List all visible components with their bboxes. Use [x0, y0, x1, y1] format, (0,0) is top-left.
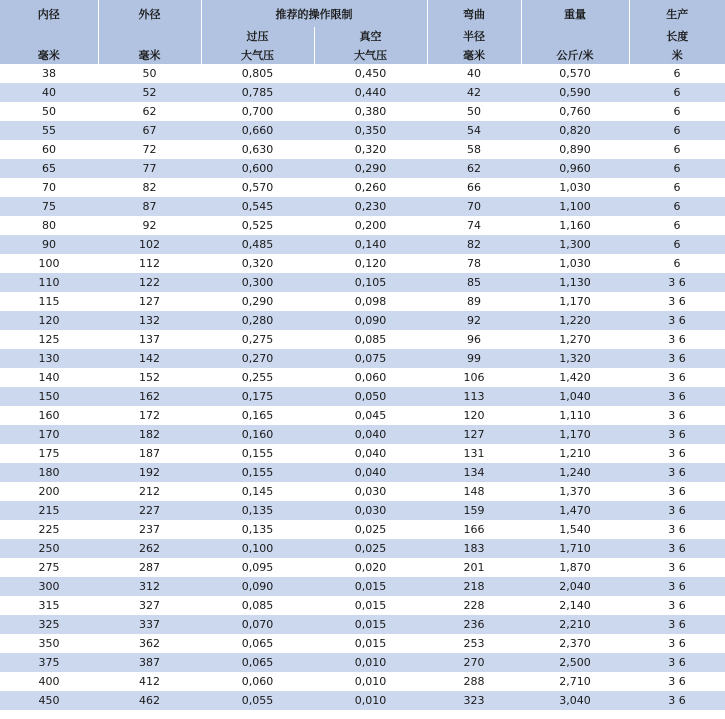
cell-weight: 2,370 — [521, 634, 629, 653]
cell-weight: 2,500 — [521, 653, 629, 672]
cell-outer-diameter: 50 — [98, 64, 201, 83]
table-row — [0, 102, 725, 121]
cell-inner-diameter: 150 — [0, 387, 98, 406]
cell-weight: 2,040 — [521, 577, 629, 596]
cell-length: 3 6 — [629, 425, 725, 444]
header-production: 生产 — [629, 0, 725, 27]
cell-inner-diameter: 90 — [0, 235, 98, 254]
cell-weight: 1,160 — [521, 216, 629, 235]
table-row — [0, 596, 725, 615]
cell-inner-diameter: 100 — [0, 254, 98, 273]
cell-length: 3 6 — [629, 539, 725, 558]
header-weight: 重量 — [521, 0, 629, 27]
table-body — [0, 64, 725, 710]
cell-vacuum: 0,015 — [314, 634, 427, 653]
cell-length: 3 6 — [629, 330, 725, 349]
cell-bend-radius: 54 — [427, 121, 521, 140]
cell-length: 3 6 — [629, 577, 725, 596]
table-row — [0, 140, 725, 159]
cell-length: 3 6 — [629, 520, 725, 539]
cell-inner-diameter: 40 — [0, 83, 98, 102]
cell-outer-diameter: 87 — [98, 197, 201, 216]
cell-length: 3 6 — [629, 615, 725, 634]
cell-bend-radius: 127 — [427, 425, 521, 444]
cell-outer-diameter: 312 — [98, 577, 201, 596]
cell-vacuum: 0,320 — [314, 140, 427, 159]
cell-length: 3 6 — [629, 273, 725, 292]
cell-inner-diameter: 70 — [0, 178, 98, 197]
cell-vacuum: 0,015 — [314, 615, 427, 634]
header-outer-diameter: 外径 — [98, 0, 201, 27]
header-radius: 半径 — [427, 27, 521, 45]
cell-length: 3 6 — [629, 634, 725, 653]
cell-overpressure: 0,600 — [201, 159, 314, 178]
table-row — [0, 311, 725, 330]
cell-vacuum: 0,040 — [314, 444, 427, 463]
unit-length: 米 — [629, 45, 725, 64]
cell-length: 3 6 — [629, 311, 725, 330]
cell-length: 3 6 — [629, 444, 725, 463]
cell-bend-radius: 82 — [427, 235, 521, 254]
cell-bend-radius: 134 — [427, 463, 521, 482]
cell-overpressure: 0,100 — [201, 539, 314, 558]
cell-weight: 1,300 — [521, 235, 629, 254]
cell-outer-diameter: 62 — [98, 102, 201, 121]
table-row — [0, 121, 725, 140]
unit-inner-diameter: 毫米 — [0, 45, 98, 64]
cell-weight: 0,760 — [521, 102, 629, 121]
cell-vacuum: 0,010 — [314, 672, 427, 691]
cell-inner-diameter: 170 — [0, 425, 98, 444]
cell-overpressure: 0,070 — [201, 615, 314, 634]
table-row — [0, 558, 725, 577]
cell-overpressure: 0,065 — [201, 634, 314, 653]
cell-overpressure: 0,065 — [201, 653, 314, 672]
cell-vacuum: 0,120 — [314, 254, 427, 273]
cell-vacuum: 0,030 — [314, 482, 427, 501]
header-blank-6 — [521, 27, 629, 45]
cell-overpressure: 0,155 — [201, 463, 314, 482]
cell-vacuum: 0,350 — [314, 121, 427, 140]
cell-outer-diameter: 182 — [98, 425, 201, 444]
cell-outer-diameter: 462 — [98, 691, 201, 710]
cell-bend-radius: 218 — [427, 577, 521, 596]
table-row — [0, 216, 725, 235]
cell-overpressure: 0,270 — [201, 349, 314, 368]
header-inner-diameter: 内径 — [0, 0, 98, 27]
cell-bend-radius: 159 — [427, 501, 521, 520]
cell-inner-diameter: 200 — [0, 482, 98, 501]
cell-bend-radius: 323 — [427, 691, 521, 710]
cell-overpressure: 0,300 — [201, 273, 314, 292]
table-row — [0, 254, 725, 273]
table-row — [0, 653, 725, 672]
cell-vacuum: 0,045 — [314, 406, 427, 425]
cell-outer-diameter: 327 — [98, 596, 201, 615]
cell-overpressure: 0,700 — [201, 102, 314, 121]
cell-length: 6 — [629, 159, 725, 178]
cell-bend-radius: 288 — [427, 672, 521, 691]
cell-weight: 3,040 — [521, 691, 629, 710]
cell-vacuum: 0,440 — [314, 83, 427, 102]
cell-vacuum: 0,450 — [314, 64, 427, 83]
cell-weight: 1,100 — [521, 197, 629, 216]
table-row — [0, 520, 725, 539]
table-row — [0, 64, 725, 83]
cell-vacuum: 0,200 — [314, 216, 427, 235]
cell-inner-diameter: 120 — [0, 311, 98, 330]
cell-length: 3 6 — [629, 691, 725, 710]
cell-inner-diameter: 400 — [0, 672, 98, 691]
cell-vacuum: 0,030 — [314, 501, 427, 520]
cell-overpressure: 0,485 — [201, 235, 314, 254]
cell-outer-diameter: 212 — [98, 482, 201, 501]
cell-bend-radius: 96 — [427, 330, 521, 349]
cell-inner-diameter: 450 — [0, 691, 98, 710]
table-row — [0, 368, 725, 387]
cell-overpressure: 0,570 — [201, 178, 314, 197]
header-row-units — [0, 45, 725, 64]
cell-inner-diameter: 140 — [0, 368, 98, 387]
cell-bend-radius: 78 — [427, 254, 521, 273]
cell-bend-radius: 148 — [427, 482, 521, 501]
table-row — [0, 273, 725, 292]
table-row — [0, 539, 725, 558]
cell-length: 6 — [629, 64, 725, 83]
cell-vacuum: 0,010 — [314, 653, 427, 672]
table-row — [0, 178, 725, 197]
cell-outer-diameter: 187 — [98, 444, 201, 463]
cell-vacuum: 0,230 — [314, 197, 427, 216]
cell-overpressure: 0,320 — [201, 254, 314, 273]
table-row — [0, 197, 725, 216]
cell-inner-diameter: 275 — [0, 558, 98, 577]
cell-bend-radius: 42 — [427, 83, 521, 102]
cell-bend-radius: 166 — [427, 520, 521, 539]
cell-bend-radius: 228 — [427, 596, 521, 615]
cell-outer-diameter: 192 — [98, 463, 201, 482]
cell-weight: 1,030 — [521, 254, 629, 273]
cell-vacuum: 0,020 — [314, 558, 427, 577]
cell-vacuum: 0,085 — [314, 330, 427, 349]
cell-bend-radius: 99 — [427, 349, 521, 368]
cell-weight: 1,110 — [521, 406, 629, 425]
cell-outer-diameter: 67 — [98, 121, 201, 140]
cell-length: 3 6 — [629, 672, 725, 691]
cell-overpressure: 0,135 — [201, 520, 314, 539]
unit-overpressure: 大气压 — [201, 45, 314, 64]
table-row — [0, 463, 725, 482]
cell-overpressure: 0,085 — [201, 596, 314, 615]
table-row — [0, 349, 725, 368]
cell-weight: 1,130 — [521, 273, 629, 292]
cell-weight: 0,820 — [521, 121, 629, 140]
cell-outer-diameter: 72 — [98, 140, 201, 159]
cell-outer-diameter: 172 — [98, 406, 201, 425]
cell-weight: 1,210 — [521, 444, 629, 463]
cell-outer-diameter: 102 — [98, 235, 201, 254]
cell-bend-radius: 74 — [427, 216, 521, 235]
cell-weight: 1,470 — [521, 501, 629, 520]
cell-length: 3 6 — [629, 387, 725, 406]
table-row — [0, 406, 725, 425]
header-row-titles — [0, 0, 725, 27]
table-row — [0, 501, 725, 520]
cell-length: 3 6 — [629, 292, 725, 311]
cell-inner-diameter: 175 — [0, 444, 98, 463]
cell-length: 6 — [629, 140, 725, 159]
cell-vacuum: 0,140 — [314, 235, 427, 254]
cell-vacuum: 0,105 — [314, 273, 427, 292]
cell-bend-radius: 58 — [427, 140, 521, 159]
cell-length: 3 6 — [629, 463, 725, 482]
cell-length: 6 — [629, 121, 725, 140]
cell-vacuum: 0,098 — [314, 292, 427, 311]
header-blank-1 — [0, 27, 98, 45]
cell-bend-radius: 131 — [427, 444, 521, 463]
cell-outer-diameter: 412 — [98, 672, 201, 691]
cell-outer-diameter: 227 — [98, 501, 201, 520]
table-row — [0, 330, 725, 349]
cell-length: 3 6 — [629, 406, 725, 425]
cell-outer-diameter: 337 — [98, 615, 201, 634]
cell-weight: 1,370 — [521, 482, 629, 501]
table-row — [0, 292, 725, 311]
header-blank-2 — [98, 27, 201, 45]
cell-weight: 1,030 — [521, 178, 629, 197]
cell-bend-radius: 236 — [427, 615, 521, 634]
cell-vacuum: 0,060 — [314, 368, 427, 387]
unit-bend-radius: 毫米 — [427, 45, 521, 64]
cell-vacuum: 0,380 — [314, 102, 427, 121]
cell-overpressure: 0,545 — [201, 197, 314, 216]
table-row — [0, 159, 725, 178]
cell-weight: 2,710 — [521, 672, 629, 691]
header-operating-limits: 推荐的操作限制 — [201, 0, 427, 27]
cell-inner-diameter: 300 — [0, 577, 98, 596]
cell-weight: 2,140 — [521, 596, 629, 615]
cell-inner-diameter: 65 — [0, 159, 98, 178]
header-overpressure: 过压 — [201, 27, 314, 45]
cell-outer-diameter: 82 — [98, 178, 201, 197]
cell-outer-diameter: 387 — [98, 653, 201, 672]
cell-inner-diameter: 60 — [0, 140, 98, 159]
cell-weight: 0,890 — [521, 140, 629, 159]
cell-outer-diameter: 77 — [98, 159, 201, 178]
cell-overpressure: 0,155 — [201, 444, 314, 463]
cell-outer-diameter: 287 — [98, 558, 201, 577]
cell-bend-radius: 113 — [427, 387, 521, 406]
cell-inner-diameter: 180 — [0, 463, 98, 482]
cell-length: 3 6 — [629, 501, 725, 520]
cell-outer-diameter: 237 — [98, 520, 201, 539]
cell-bend-radius: 92 — [427, 311, 521, 330]
cell-vacuum: 0,010 — [314, 691, 427, 710]
cell-weight: 0,590 — [521, 83, 629, 102]
cell-length: 6 — [629, 235, 725, 254]
cell-weight: 0,570 — [521, 64, 629, 83]
cell-bend-radius: 62 — [427, 159, 521, 178]
header-vacuum: 真空 — [314, 27, 427, 45]
cell-vacuum: 0,040 — [314, 425, 427, 444]
cell-length: 3 6 — [629, 349, 725, 368]
cell-vacuum: 0,050 — [314, 387, 427, 406]
cell-length: 3 6 — [629, 653, 725, 672]
cell-outer-diameter: 127 — [98, 292, 201, 311]
table-row — [0, 482, 725, 501]
cell-bend-radius: 120 — [427, 406, 521, 425]
cell-inner-diameter: 130 — [0, 349, 98, 368]
cell-bend-radius: 270 — [427, 653, 521, 672]
cell-vacuum: 0,040 — [314, 463, 427, 482]
cell-bend-radius: 89 — [427, 292, 521, 311]
cell-weight: 1,240 — [521, 463, 629, 482]
table-row — [0, 387, 725, 406]
cell-bend-radius: 201 — [427, 558, 521, 577]
cell-inner-diameter: 125 — [0, 330, 98, 349]
cell-overpressure: 0,160 — [201, 425, 314, 444]
cell-inner-diameter: 250 — [0, 539, 98, 558]
cell-outer-diameter: 137 — [98, 330, 201, 349]
cell-outer-diameter: 132 — [98, 311, 201, 330]
cell-overpressure: 0,055 — [201, 691, 314, 710]
cell-vacuum: 0,290 — [314, 159, 427, 178]
cell-bend-radius: 50 — [427, 102, 521, 121]
cell-inner-diameter: 55 — [0, 121, 98, 140]
cell-overpressure: 0,805 — [201, 64, 314, 83]
cell-bend-radius: 106 — [427, 368, 521, 387]
cell-overpressure: 0,280 — [201, 311, 314, 330]
cell-overpressure: 0,255 — [201, 368, 314, 387]
cell-outer-diameter: 112 — [98, 254, 201, 273]
cell-bend-radius: 85 — [427, 273, 521, 292]
cell-bend-radius: 253 — [427, 634, 521, 653]
cell-outer-diameter: 152 — [98, 368, 201, 387]
cell-inner-diameter: 50 — [0, 102, 98, 121]
cell-length: 3 6 — [629, 558, 725, 577]
cell-weight: 2,210 — [521, 615, 629, 634]
cell-inner-diameter: 75 — [0, 197, 98, 216]
cell-overpressure: 0,525 — [201, 216, 314, 235]
unit-weight: 公斤/米 — [521, 45, 629, 64]
cell-vacuum: 0,260 — [314, 178, 427, 197]
cell-outer-diameter: 362 — [98, 634, 201, 653]
cell-overpressure: 0,660 — [201, 121, 314, 140]
cell-vacuum: 0,015 — [314, 577, 427, 596]
cell-vacuum: 0,090 — [314, 311, 427, 330]
cell-overpressure: 0,785 — [201, 83, 314, 102]
table-header — [0, 0, 725, 64]
header-length: 长度 — [629, 27, 725, 45]
table-row — [0, 444, 725, 463]
cell-weight: 1,040 — [521, 387, 629, 406]
cell-length: 3 6 — [629, 482, 725, 501]
cell-length: 3 6 — [629, 596, 725, 615]
cell-weight: 1,270 — [521, 330, 629, 349]
cell-overpressure: 0,290 — [201, 292, 314, 311]
cell-weight: 1,320 — [521, 349, 629, 368]
table-row — [0, 235, 725, 254]
cell-weight: 1,870 — [521, 558, 629, 577]
cell-inner-diameter: 38 — [0, 64, 98, 83]
cell-vacuum: 0,025 — [314, 520, 427, 539]
cell-outer-diameter: 262 — [98, 539, 201, 558]
cell-overpressure: 0,135 — [201, 501, 314, 520]
cell-inner-diameter: 80 — [0, 216, 98, 235]
table-row — [0, 425, 725, 444]
cell-weight: 1,170 — [521, 292, 629, 311]
table-row — [0, 577, 725, 596]
cell-outer-diameter: 52 — [98, 83, 201, 102]
cell-bend-radius: 66 — [427, 178, 521, 197]
table-row — [0, 691, 725, 710]
table-row — [0, 615, 725, 634]
cell-weight: 0,960 — [521, 159, 629, 178]
cell-inner-diameter: 215 — [0, 501, 98, 520]
cell-outer-diameter: 122 — [98, 273, 201, 292]
table-row — [0, 634, 725, 653]
cell-overpressure: 0,145 — [201, 482, 314, 501]
cell-length: 6 — [629, 83, 725, 102]
unit-outer-diameter: 毫米 — [98, 45, 201, 64]
cell-bend-radius: 70 — [427, 197, 521, 216]
cell-weight: 1,540 — [521, 520, 629, 539]
cell-inner-diameter: 375 — [0, 653, 98, 672]
cell-overpressure: 0,630 — [201, 140, 314, 159]
cell-vacuum: 0,025 — [314, 539, 427, 558]
cell-inner-diameter: 350 — [0, 634, 98, 653]
cell-weight: 1,170 — [521, 425, 629, 444]
cell-length: 6 — [629, 178, 725, 197]
header-row-subtitles — [0, 27, 725, 45]
cell-length: 6 — [629, 216, 725, 235]
unit-vacuum: 大气压 — [314, 45, 427, 64]
cell-overpressure: 0,165 — [201, 406, 314, 425]
cell-overpressure: 0,175 — [201, 387, 314, 406]
cell-overpressure: 0,060 — [201, 672, 314, 691]
cell-length: 6 — [629, 102, 725, 121]
cell-outer-diameter: 142 — [98, 349, 201, 368]
cell-length: 6 — [629, 254, 725, 273]
cell-inner-diameter: 315 — [0, 596, 98, 615]
cell-inner-diameter: 110 — [0, 273, 98, 292]
cell-outer-diameter: 92 — [98, 216, 201, 235]
cell-inner-diameter: 160 — [0, 406, 98, 425]
cell-inner-diameter: 225 — [0, 520, 98, 539]
cell-length: 6 — [629, 197, 725, 216]
cell-weight: 1,220 — [521, 311, 629, 330]
cell-weight: 1,710 — [521, 539, 629, 558]
cell-length: 3 6 — [629, 368, 725, 387]
cell-vacuum: 0,015 — [314, 596, 427, 615]
cell-outer-diameter: 162 — [98, 387, 201, 406]
cell-overpressure: 0,095 — [201, 558, 314, 577]
cell-inner-diameter: 325 — [0, 615, 98, 634]
cell-overpressure: 0,090 — [201, 577, 314, 596]
table-row — [0, 83, 725, 102]
cell-inner-diameter: 115 — [0, 292, 98, 311]
cell-overpressure: 0,275 — [201, 330, 314, 349]
cell-bend-radius: 183 — [427, 539, 521, 558]
table-row — [0, 672, 725, 691]
cell-vacuum: 0,075 — [314, 349, 427, 368]
cell-bend-radius: 40 — [427, 64, 521, 83]
header-bend: 弯曲 — [427, 0, 521, 27]
cell-weight: 1,420 — [521, 368, 629, 387]
